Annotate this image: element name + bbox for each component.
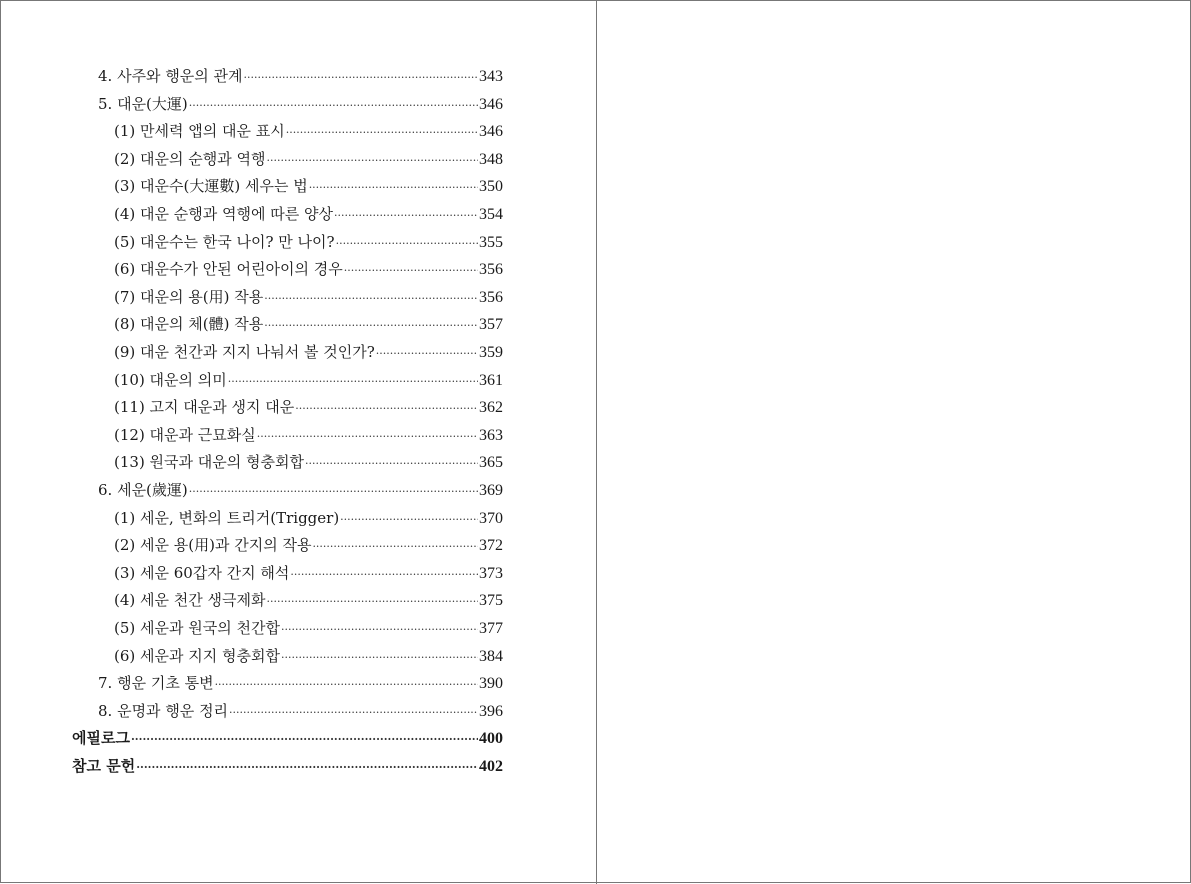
toc-leader-dots: [244, 71, 478, 84]
toc-entry-title: (3) 대운수(大運數) 세우는 법: [114, 177, 308, 195]
toc-entry-page-number: 346: [479, 96, 503, 113]
toc-entry-title: 4. 사주와 행운의 관계: [98, 67, 243, 85]
toc-entry: [114, 231, 503, 257]
toc-entry-page-number: 356: [479, 289, 503, 306]
toc-entry-title: (1) 세운, 변화의 트리거(Trigger): [114, 509, 340, 527]
toc-leader-dots: [189, 99, 478, 112]
toc-entry-title: 8. 운명과 행운 정리: [98, 702, 229, 720]
toc-entry: [114, 507, 503, 533]
toc-entry-title: (13) 원국과 대운의 형충회합: [114, 453, 304, 471]
toc-entry-page-number: 361: [479, 372, 503, 389]
toc-leader-dots: [344, 264, 478, 277]
toc-leader-dots: [376, 347, 478, 360]
toc-entry-page-number: 355: [479, 234, 503, 251]
toc-entry: [114, 645, 503, 671]
toc-leader-dots: [264, 292, 478, 305]
toc-entry-title: (1) 만세력 앱의 대운 표시: [114, 122, 285, 140]
toc-entry-title: 7. 행운 기초 통변: [98, 674, 214, 692]
toc-entry-title: 에필로그: [72, 729, 130, 747]
toc-entry-title: 5. 대운(大運): [98, 95, 188, 113]
toc-entry-title: (7) 대운의 용(用) 작용: [114, 288, 264, 306]
toc-entry: [114, 562, 503, 588]
toc-entry: [114, 175, 503, 201]
toc-entry: [98, 93, 503, 119]
toc-entry-page-number: 343: [479, 68, 503, 85]
toc-entry-page-number: 362: [479, 399, 503, 416]
toc-entry-page-number: 370: [479, 510, 503, 527]
toc-entry-title: (6) 세운과 지지 형충회합: [114, 647, 280, 665]
toc-entry: [114, 313, 503, 339]
toc-entry-page-number: 363: [479, 427, 503, 444]
toc-entry: [98, 700, 503, 726]
toc-entry-page-number: 348: [479, 151, 503, 168]
toc-leader-dots: [257, 430, 478, 443]
toc-entry-page-number: 390: [479, 675, 503, 692]
toc-entry-page-number: 384: [479, 648, 503, 665]
toc-entry-title: (11) 고지 대운과 생지 대운: [114, 398, 295, 416]
toc-entry-title: 6. 세운(歲運): [98, 481, 188, 499]
toc-leader-dots: [228, 375, 478, 388]
toc-entry-title: (10) 대운의 의미: [114, 371, 227, 389]
toc-leader-dots: [290, 568, 478, 581]
toc-entry-title: (12) 대운과 근묘화실: [114, 426, 256, 444]
toc-leader-dots: [286, 126, 478, 139]
right-page-blank: [597, 1, 1191, 884]
toc-entry-title: 참고 문헌: [72, 757, 136, 775]
toc-entry-page-number: 365: [479, 454, 503, 471]
toc-leader-dots: [266, 595, 478, 608]
toc-entry: [114, 369, 503, 395]
toc-entry: [114, 148, 503, 174]
toc-leader-dots: [309, 181, 478, 194]
toc-entry: [114, 451, 503, 477]
toc-entry-page-number: 375: [479, 592, 503, 609]
toc-leader-dots: [264, 319, 478, 332]
toc-entry-page-number: 400: [479, 730, 503, 747]
toc-entry-page-number: 396: [479, 703, 503, 720]
toc-leader-dots: [131, 733, 478, 746]
toc-entry-title: (6) 대운수가 안된 어린아이의 경우: [114, 260, 343, 278]
toc-entry: [114, 258, 503, 284]
toc-entry: [98, 479, 503, 505]
toc-entry-title: (5) 세운과 원국의 천간합: [114, 619, 280, 637]
toc-entry: [114, 534, 503, 560]
toc-entry-title: (3) 세운 60갑자 간지 해석: [114, 564, 290, 582]
toc-leader-dots: [336, 237, 478, 250]
toc-entry-title: (9) 대운 천간과 지지 나눠서 볼 것인가?: [114, 343, 375, 361]
toc-entry-page-number: 346: [479, 123, 503, 140]
toc-entry-page-number: 350: [479, 178, 503, 195]
left-page: [1, 1, 596, 884]
toc-entry-page-number: 377: [479, 620, 503, 637]
toc-entry: [114, 286, 503, 312]
toc-leader-dots: [266, 154, 478, 167]
toc-entry-page-number: 357: [479, 316, 503, 333]
toc-leader-dots: [229, 706, 478, 719]
toc-entry: [114, 203, 503, 229]
toc-entry: [72, 727, 503, 753]
toc-leader-dots: [334, 209, 478, 222]
toc-entry-page-number: 402: [479, 758, 503, 775]
toc-entry-title: (2) 세운 용(用)과 간지의 작용: [114, 536, 312, 554]
toc-entry: [114, 589, 503, 615]
toc-leader-dots: [136, 761, 478, 774]
toc-leader-dots: [215, 678, 478, 691]
toc-entry: [114, 341, 503, 367]
toc-leader-dots: [305, 457, 478, 470]
toc-entry: [114, 617, 503, 643]
toc-entry-page-number: 354: [479, 206, 503, 223]
toc-entry-page-number: 372: [479, 537, 503, 554]
toc-entry: [72, 755, 503, 781]
toc-entry: [98, 65, 503, 91]
toc-entry: [98, 672, 503, 698]
toc-entry-page-number: 373: [479, 565, 503, 582]
toc-entry-title: (2) 대운의 순행과 역행: [114, 150, 266, 168]
toc-leader-dots: [312, 540, 478, 553]
toc-leader-dots: [281, 623, 478, 636]
toc-entry: [114, 396, 503, 422]
toc-entry: [114, 120, 503, 146]
toc-entry-page-number: 359: [479, 344, 503, 361]
toc-entry-title: (5) 대운수는 한국 나이? 만 나이?: [114, 233, 335, 251]
toc-entry-page-number: 369: [479, 482, 503, 499]
toc-entry-page-number: 356: [479, 261, 503, 278]
toc-leader-dots: [340, 513, 478, 526]
toc-leader-dots: [281, 651, 478, 664]
toc-entry-title: (4) 대운 순행과 역행에 따른 양상: [114, 205, 333, 223]
toc-entry-title: (4) 세운 천간 생극제화: [114, 591, 266, 609]
toc-entry: [114, 424, 503, 450]
toc-entry-title: (8) 대운의 체(體) 작용: [114, 315, 264, 333]
toc-leader-dots: [189, 485, 478, 498]
toc-leader-dots: [295, 402, 478, 415]
